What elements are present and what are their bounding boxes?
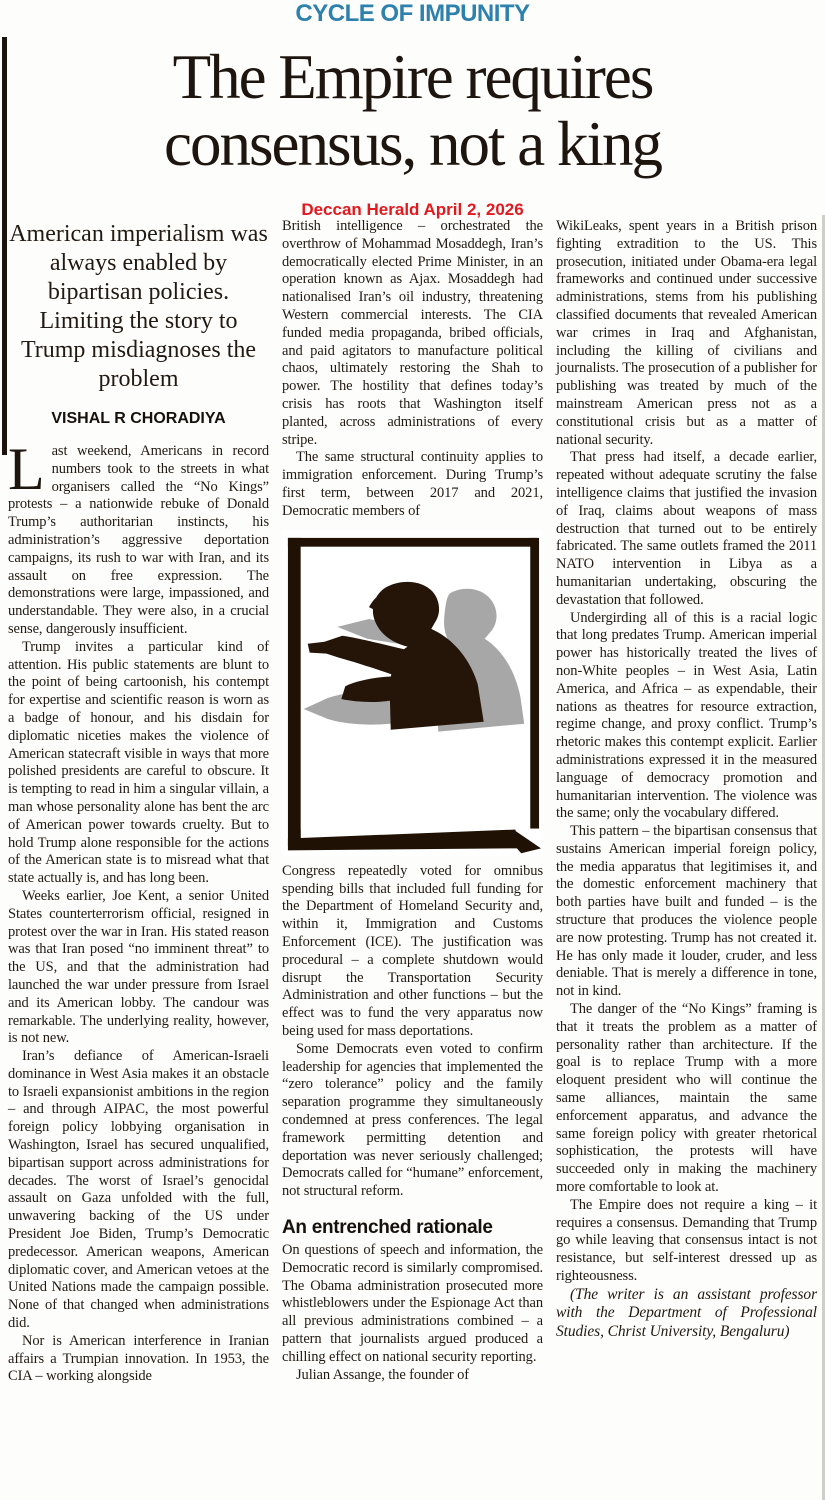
trump-pointing-silhouette-illustration [282,530,543,856]
paragraph: The Empire does not require a king – it requires a consensus. Demanding that Trump go while leaving that consensus intact is not resistance, but self-interest dressed up as righteousness. [556,1196,817,1285]
paragraph [8,436,269,639]
headline-line-2: consensus, not a king [164,109,661,179]
trump-silhouette-icon [282,530,543,856]
paragraph: Some Democrats even voted to confirm leadership for agencies that implemented the “zero tolerance” policy and the family separation programme they simultaneously condemned at press conferences. The legal framework permitting detention and deportation was never seriously challenged; Democrats called for “humane” enforcement, not structural reform. [282,1040,543,1200]
standfirst: American imperialism was always enabled by bipartisan policies. Limiting the story to Trump misdiagnoses the problem [9,221,268,392]
section-subhead: An entrenched rationale [282,1216,493,1238]
headline-line-1: The Empire requires [172,42,653,112]
article-header [0,0,825,218]
column-middle [282,218,543,1384]
article-columns [0,218,825,1386]
writer-credit: (The writer is an assistant professor with the Department of Professional Studies, Christ University, Bengaluru) [556,1285,817,1340]
drop-cap: L [8,436,45,502]
paragraph: That press had itself, a decade earlier, repeated without adequate scrutiny the false intelligence claims that justified the invasion of Iraq, claims about weapons of mass destruction that turned out to be entirely fabricated. The same outlets framed the 2011 NATO intervention in Libya as a humanitarian undertaking, obscuring the devastation that followed. [556,449,817,608]
paragraph: The same structural continuity applies to immigration enforcement. During Trump’s first term, between 2017 and 2021, Democratic members of [282,449,543,519]
paragraph: WikiLeaks, spent years in a British prison fighting extradition to the US. This prosecution, initiated under Obama-era legal frameworks and continued under successive administrations, stems from his publishing classified documents that revealed American war crimes in Iraq and Afghanistan, including the killing of civilians and journalists. The prosecution of a publisher for publishing was treated by much of the mainstream American press not as a constitutional crisis but as a matter of national security. [556,218,817,448]
paragraph: Weeks earlier, Joe Kent, a senior United States counterterrorism official, resigned in protest over the war in Iran. His stated reason was that Iran posed “no imminent threat” to the US, and that the administration had launched the war under pressure from Israel and its American lobby. The candour was remarkable. The underlying reality, however, is not new. [8,887,269,1047]
paragraph: Congress repeatedly voted for omnibus spending bills that included full funding for the Department of Homeland Security and, within it, Immigration and Customs Enforcement (ICE). The justification was procedural – a complete shutdown would disrupt the Transportation Security Administration and other functions – but the effect was to fund the very apparatus now being used for mass deportations. [282,862,543,1039]
paragraph: Trump invites a particular kind of attention. His public statements are blunt to the point of being cartoonish, his contempt for expertise and scientific reason is worn as a badge of honour, and his disdain for diplomatic niceties makes the violence of American statecraft visible in ways that more polished presidents are careful to obscure. It is tempting to read in him a singular villain, a man whose personality alone has bent the arc of American power towards cruelty. But to hold Trump alone responsible for the actions of the American state is to misread what that state actually is, and has long been. [8,638,269,887]
paragraph: Undergirding all of this is a racial logic that long predates Trump. American imperial power has historically treated the lives of non-White peoples – in West Asia, Latin America, and Africa – as expendable, their nations as theatres for resource extraction, regime change, and proxy conflict. Trump’s rhetoric makes this contempt explicit. Earlier administrations expressed it in the measured language of democracy promotion and humanitarian intervention. The violence was the same; only the vocabulary differed. [556,609,817,822]
headline [0,44,825,178]
paragraph: British intelligence – orchestrated the overthrow of Mohammad Mosaddegh, Iran’s democratically elected Prime Minister, in an operation known as Ajax. Mosaddegh had nationalised Iran’s oil industry, threatening Western commercial interests. The CIA funded media propaganda, bribed officials, and paid agitators to manufacture political chaos, ultimately restoring the Shah to power. The hostility that defines today’s crisis has roots that Washington itself planted, across administrations of every stripe. [282,218,543,448]
paragraph: Iran’s defiance of American-Israeli dominance in West Asia makes it an obstacle to Israeli expansionist ambitions in the region – and through AIPAC, the most powerful foreign policy lobbying organisation in Washington, Israel has secured unqualified, bipartisan support across administrations for decades. The worst of Israel’s genocidal assault on Gaza unfolded with the full, unwavering backing of the US under President Joe Biden, Trump’s Democratic predecessor. American weapons, American diplomatic cover, and American vetoes at the United Nations made the campaign possible. None of that changed when administrations did. [8,1048,269,1332]
column-right [556,218,817,1341]
kicker: CYCLE OF IMPUNITY [295,0,530,27]
dateline: Deccan Herald April 2, 2026 [301,200,524,219]
paragraph: Julian Assange, the founder of [296,1366,469,1383]
paragraph: On questions of speech and information, the Democratic record is similarly compromised. The Obama administration prosecuted more whistleblowers under the Espionage Act than all previous administrations combined – a pattern that journalists argued produced a chilling effect on national security reporting. [282,1241,543,1365]
byline: VISHAL R CHORADIYA [51,410,226,427]
paragraph: Nor is American interference in Iranian affairs a Trumpian innovation. In 1953, the CIA – working alongside [8,1332,269,1385]
paragraph-text: ast weekend, Americans in record numbers took to the streets in what organisers called the “No Kings” protests – a nationwide rebuke of Donald Trump’s authoritarian instincts, his administration’s aggressive deportation campaigns, its rush to war with Iran, and its assault on free expression. The demonstrations were large, impassioned, and understandable. They were also, in a crucial sense, dangerously insufficient. [8,443,269,637]
paragraph: The danger of the “No Kings” framing is that it treats the problem as a matter of personality rather than architecture. If the goal is to replace Trump with a more eloquent president who will continue the same alliances, maintain the same enforcement apparatus, and advance the same foreign policy with greater rhetorical sophistication, the protests will have succeeded only in making the machinery more comfortable to look at. [556,1001,817,1196]
paragraph: This pattern – the bipartisan consensus that sustains American imperial foreign policy, the media apparatus that legitimises it, and the domestic enforcement machinery that both parties have built and funded – is the structure that produces the violence people are now protesting. Trump has not created it. He has only made it louder, cruder, and less deniable. That is merely a difference in tone, not in kind. [556,823,817,1000]
column-left [8,218,269,1386]
